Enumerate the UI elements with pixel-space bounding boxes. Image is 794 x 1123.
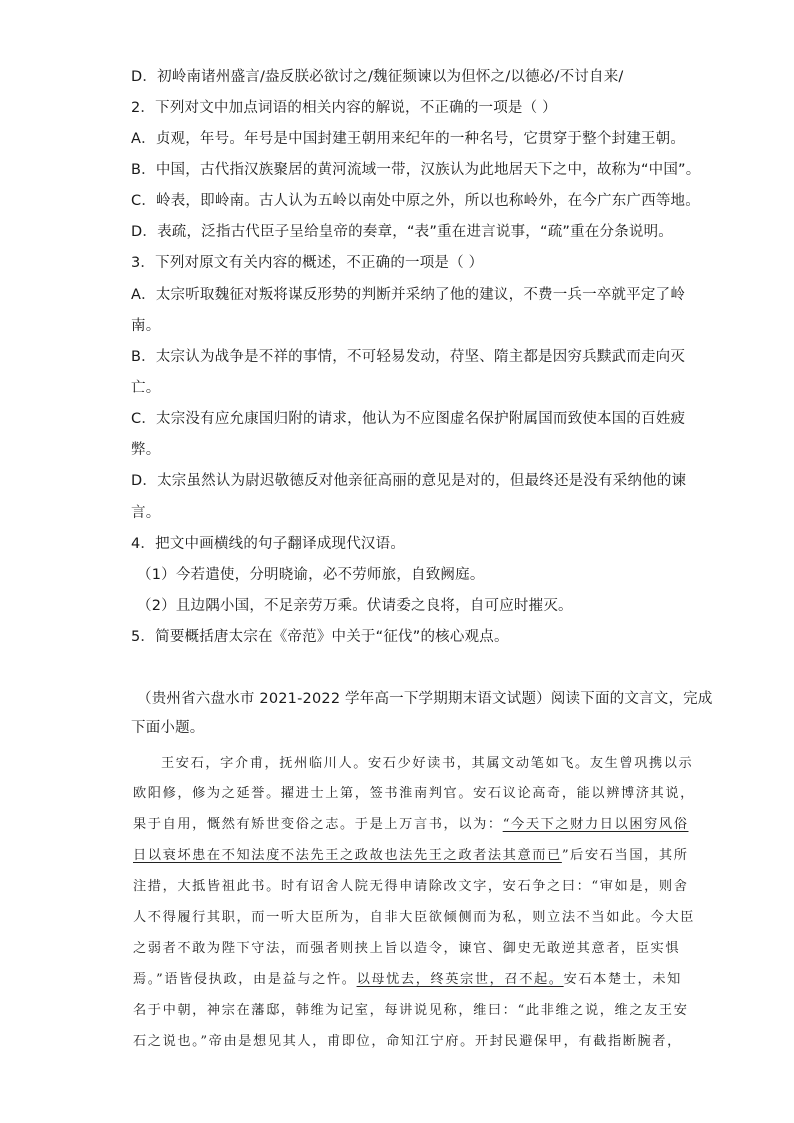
q1-option-d: D．初岭南诸州盛言/盎反朕必欲讨之/魏征频谏以为但怀之/以德必/不讨自来/	[131, 69, 624, 85]
q4-stem: 4．把文中画横线的句子翻译成现代汉语。	[131, 536, 406, 552]
underlined-sentence: 以母忧去，终英宗世，召不起。	[356, 972, 564, 987]
q2-option-a: A．贞观，年号。年号是中国封建王朝用来纪年的一种名号，它贯穿于整个封建王朝。	[131, 131, 686, 147]
passage-text: 果于自用，慨然有矫世变俗之志。于是上万言书，以为：	[133, 817, 503, 832]
q3-option-d-line1: D．太宗虽然认为尉迟敬德反对他亲征高丽的意见是对的，但最终还是没有采纳他的谏	[131, 473, 687, 489]
q3-stem: 3．下列对原文有关内容的概述，不正确的一项是（ ）	[131, 255, 484, 271]
passage-line-6: 人不得履行其职，而一听大臣所为，自非大臣欲倾侧而为私，则立法不当如此。今大臣	[133, 910, 695, 925]
passage-line-4	[133, 846, 689, 866]
q3-option-c-line2: 弊。	[131, 442, 161, 458]
q2-option-b: B．中国，古代指汉族聚居的黄河流域一带，汉族认为此地居天下之中，故称为“中国”。	[131, 162, 701, 178]
q3-option-b-line2: 亡。	[131, 380, 161, 396]
q3-option-d-line2: 言。	[131, 505, 161, 521]
passage-line-8	[133, 970, 682, 990]
section-intro-line2: 下面小题。	[131, 720, 205, 736]
passage-line-9: 名于中朝，神宗在藩邸，韩维为记室，每讲说见称，维曰：“此非维之说，维之友王安	[133, 1003, 689, 1018]
q2-option-c: C．岭表，即岭南。古人认为五岭以南处中原之外，所以也称岭外，在今广东广西等地。	[131, 193, 700, 209]
q3-option-a-line1: A．太宗听取魏征对叛将谋反形势的判断并采纳了他的建议，不费一兵一卒就平定了岭	[131, 287, 686, 303]
passage-line-5: 注措，大抵皆祖此书。时有诏舍人院无得申请除改文字，安石争之曰：“审如是，则舍	[133, 879, 689, 894]
q3-option-b-line1: B．太宗认为战争是不祥的事情，不可轻易发动，苻坚、隋主都是因穷兵黩武而走向灭	[131, 349, 686, 365]
q5-stem: 5．简要概括唐太宗在《帝范》中关于“征伐”的核心观点。	[131, 629, 509, 645]
passage-line-2: 欧阳修，修为之延誉。擢进士上第，签书淮南判官。安石议论高奇，能以辨博济其说，	[133, 786, 695, 801]
passage-text: 焉。”语皆侵执政，由是益与之忤。	[133, 972, 357, 987]
q4-item-1: （1）今若遣使，分明晓谕，必不劳师旅，自致阙庭。	[137, 567, 485, 583]
q3-option-c-line1: C．太宗没有应允康国归附的请求，他认为不应图虚名保护附属国而致使本国的百姓疲	[131, 411, 686, 427]
passage-line-7: 之弱者不敢为陛下守法，而强者则挟上旨以造令，谏官、御史无敢逆其意者，臣实惧	[133, 941, 681, 956]
passage-line-10: 石之说也。”帝由是想见其人，甫即位，命知江宁府。开封民避保甲，有截指断腕者，	[133, 1034, 682, 1049]
passage-line-3	[133, 815, 688, 835]
q4-item-2: （2）且边隅小国，不足亲劳万乘。伏请委之良将，自可应时摧灭。	[137, 598, 573, 614]
section-intro-line1: （贵州省六盘水市 2021-2022 学年高一下学期期末语文试题）阅读下面的文言文，完成	[137, 691, 713, 707]
passage-line-1: 王安石，字介甫，抚州临川人。安石少好读书，其属文动笔如飞。友生曾巩携以示	[161, 756, 694, 771]
underlined-sentence: 日以衰坏患在不知法度不法先王之政故也法先王之政者法其意而已	[133, 848, 562, 863]
q2-option-d: D．表疏，泛指古代臣子呈给皇帝的奏章，“表”重在进言说事，“疏”重在分条说明。	[131, 224, 674, 240]
passage-text: ”后安石当国，其所	[561, 848, 689, 863]
q3-option-a-line2: 南。	[131, 318, 161, 334]
q2-stem: 2．下列对文中加点词语的相关内容的解说，不正确的一项是（ ）	[131, 100, 557, 116]
underlined-sentence: “今天下之财力日以困穷风俗	[502, 817, 689, 832]
passage-text: 安石本楚士，未知	[563, 972, 682, 987]
